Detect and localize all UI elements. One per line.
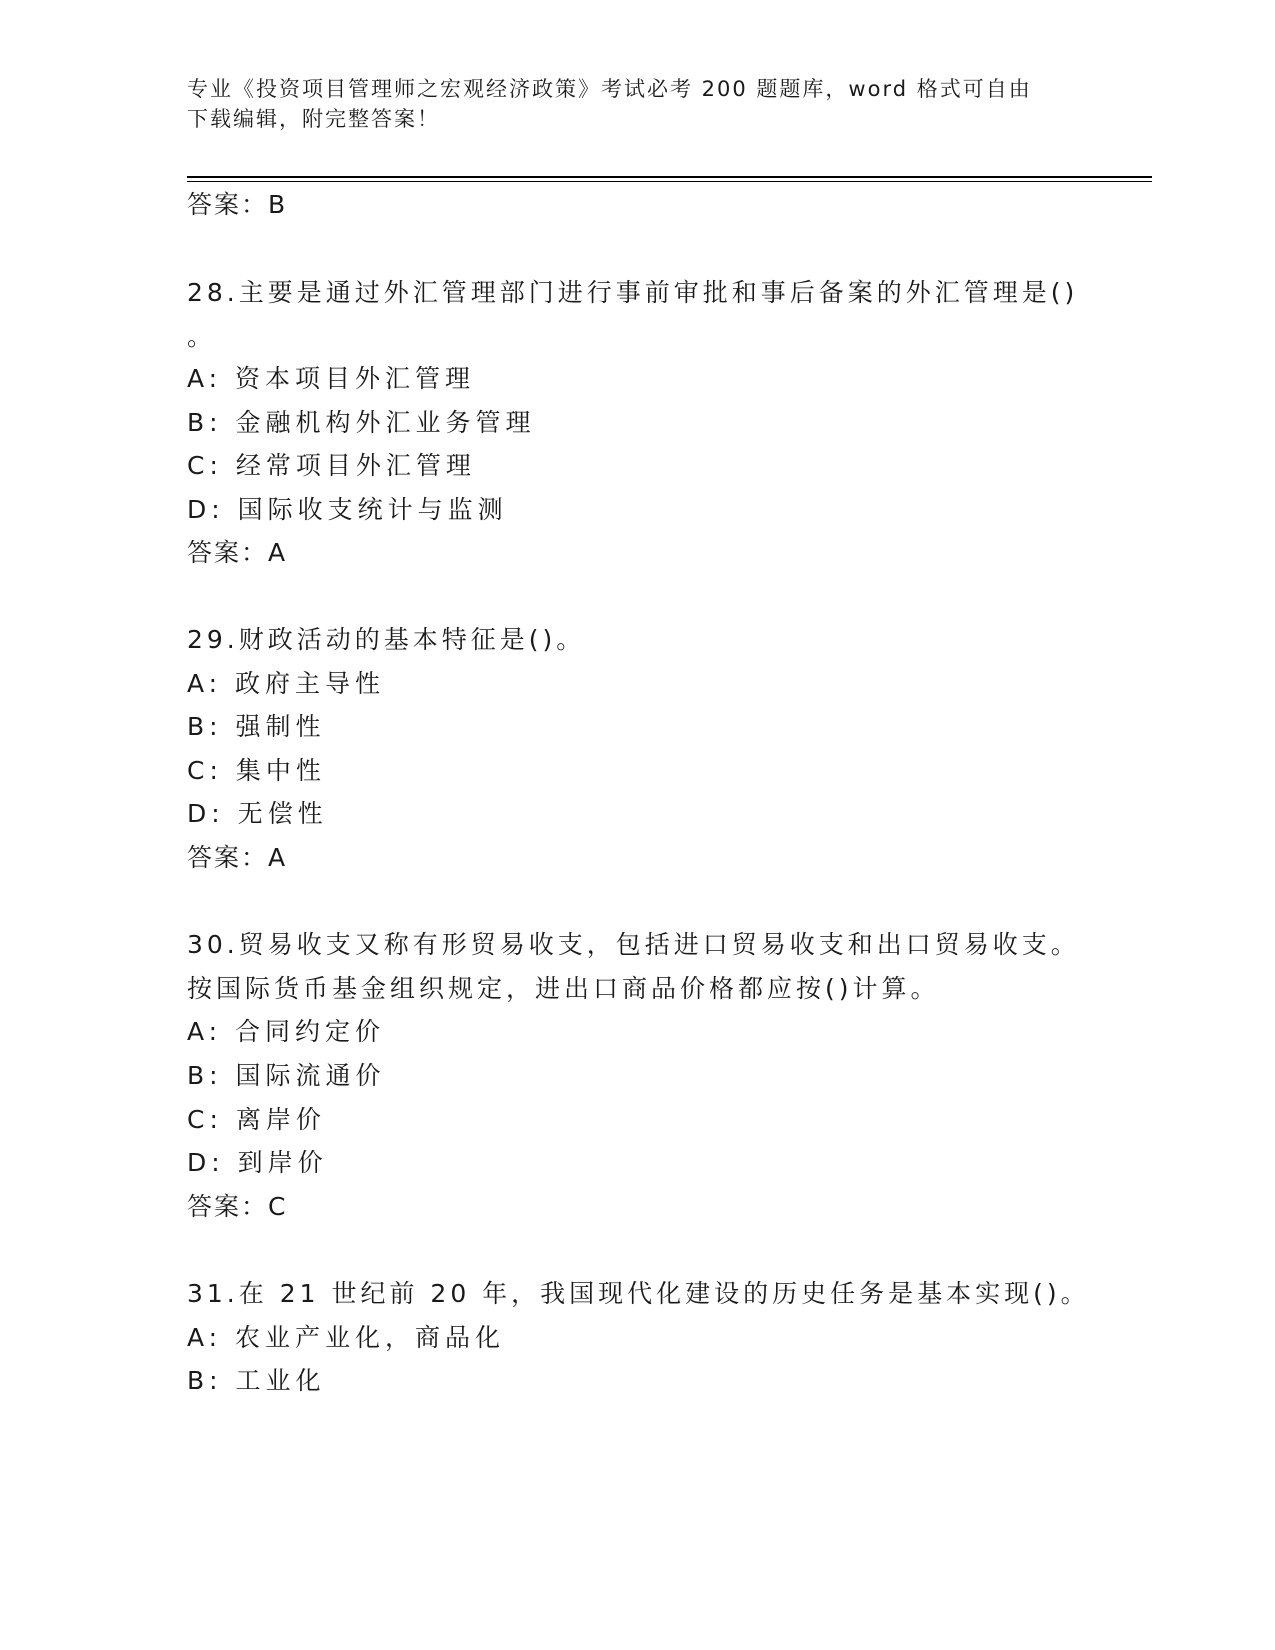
question-28-answer: 答案：A [187, 538, 288, 567]
question-28-option-c: C: 经常项目外汇管理 [187, 451, 476, 480]
question-30-answer: 答案：C [187, 1192, 288, 1221]
question-28-option-b: B: 金融机构外汇业务管理 [187, 408, 536, 437]
question-29-answer: 答案：A [187, 843, 288, 872]
header-divider-thick [187, 176, 1152, 178]
question-31-option-a: A: 农业产业化，商品化 [187, 1323, 506, 1352]
previous-answer: 答案：B [187, 190, 288, 219]
question-30-option-d: D: 到岸价 [187, 1148, 328, 1177]
question-30-stem-continued: 按国际货币基金组织规定，进出口商品价格都应按()计算。 [187, 974, 940, 1003]
question-30-stem: 30.贸易收支又称有形贸易收支，包括进口贸易收支和出口贸易收支。 [187, 930, 1080, 959]
question-28-stem: 28.主要是通过外汇管理部门进行事前审批和事后备案的外汇管理是() [187, 278, 1079, 307]
question-30-option-a: A: 合同约定价 [187, 1017, 386, 1046]
question-29-option-a: A: 政府主导性 [187, 669, 386, 698]
question-28-stem-continued: 。 [187, 322, 217, 351]
question-31-option-b: B: 工业化 [187, 1366, 326, 1395]
question-30-option-c: C: 离岸价 [187, 1105, 326, 1134]
question-28-option-a: A: 资本项目外汇管理 [187, 364, 476, 393]
question-29-option-d: D: 无偿性 [187, 799, 328, 828]
question-29-option-b: B: 强制性 [187, 712, 326, 741]
question-31-stem: 31.在 21 世纪前 20 年，我国现代化建设的历史任务是基本实现()。 [187, 1279, 1090, 1308]
question-30-option-b: B: 国际流通价 [187, 1061, 386, 1090]
header-line-1: 专业《投资项目管理师之宏观经济政策》考试必考 200 题题库，word 格式可自由 [187, 77, 1032, 101]
question-28-option-d: D: 国际收支统计与监测 [187, 495, 508, 524]
document-header [187, 74, 1087, 134]
header-divider-thin [187, 181, 1152, 182]
question-29-option-c: C: 集中性 [187, 756, 326, 785]
header-line-2: 下载编辑，附完整答案！ [187, 107, 440, 131]
question-29-stem: 29.财政活动的基本特征是()。 [187, 625, 586, 654]
